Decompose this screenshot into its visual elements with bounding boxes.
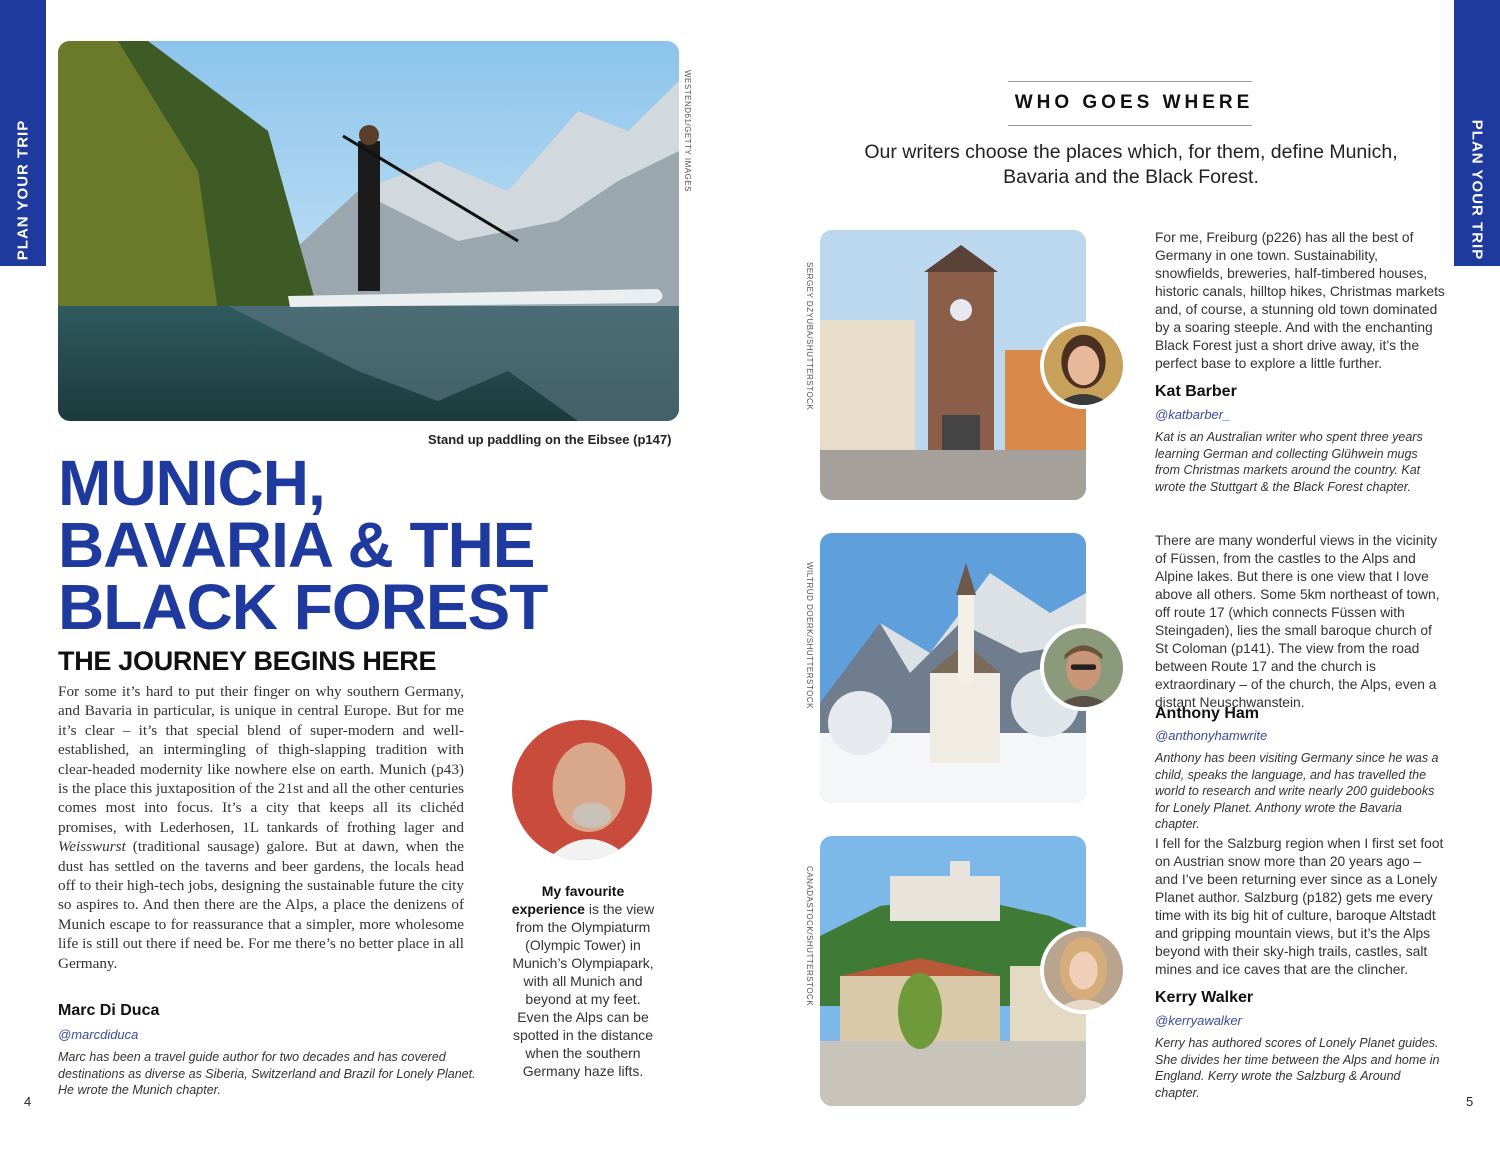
side-tab-label: PLAN YOUR TRIP [14,119,32,261]
writer-bio: Kerry has authored scores of Lonely Planet guides. She divides her time between the Alps and home in England. Kerry wrote the Salzburg & Around chapter. [1155,1036,1440,1100]
writer-text: For me, Freiburg (p226) has all the best of Germany in one town. Sustainability, snowfields, breweries, half-timbered houses, historic canals, hilltop hikes, Christmas markets and, of course, a stunning old town dominated by a soaring steeple. And with the enchanting Black Forest just a short drive away, it’s the perfect base to explore a little further. [1155,230,1445,371]
title-line: BLACK FOREST [58,571,548,643]
favourite-text: is the view from the Olympiaturm (Olympic Tower) in Munich’s Olympiapark, with all Munich and beyond at my feet. Even the Alps can be spotted in the distance when the southern Germany haze lifts. [512,901,655,1079]
photo-credit: SERGEY DZYUBA/SHUTTERSTOCK [805,262,814,411]
photo-credit: WILTRUD DOERK/SHUTTERSTOCK [805,562,814,709]
intro-body-text [58,682,464,973]
writer-text: I fell for the Salzburg region when I first set foot on Austrian snow more than 20 years ago – and I’ve been returning ever since as a Lonely Planet author. Salzburg (p182) gets me every time with its big hit of culture, baroque Altstadt and gripping mountain views, but it’s the Alps beyond with their sky-high trails, castles, salt mines and ice caves that are the clincher. [1155,836,1444,977]
hero-photo-eibsee [58,41,679,421]
side-tab-left [0,0,46,266]
photo-credit: CANADASTOCK/SHUTTERSTOCK [805,866,814,1007]
author-handle[interactable]: @marcdiduca [58,1027,139,1042]
writer-handle[interactable]: @kerryawalker [1155,1013,1242,1028]
body-text-part: (traditional sausage) galore. But at dawn, when the dust has settled on the taverns and beer gardens, the locals head off to their high-tech jobs, designing the sustainable future the city so aspires to. And then there are the Alps, a place the denizens of Munich escape to for reassurance that a simpler, more wholesome life is still out there if need be. For me there’s no better place in all Germany. [58,838,464,972]
writer-bio: Anthony has been visiting Germany since he was a child, speaks the language, and has travelled the world to research and write nearly 200 guidebooks for Lonely Planet. Anthony wrote the Bavaria chapter. [1155,751,1439,831]
author-portrait-marc [508,716,656,864]
writer-name: Kat Barber [1155,383,1237,400]
photo-credit: WESTEND61/GETTY IMAGES [683,70,692,192]
page-subtitle: THE JOURNEY BEGINS HERE [58,646,437,676]
writer-text: There are many wonderful views in the vicinity of Füssen, from the castles to the Alps and Alpine lakes. But there is one view that I love above all others. Some 5km northeast of town, off route 17 (which connects Füssen with Steingaden), lies the small baroque church of St Coloman (p141). The view from the road between Route 17 and the church is extraordinary – of the church, the Alps, even a distant Neuschwanstein. [1155,533,1440,710]
writer-name: Kerry Walker [1155,989,1254,1006]
title-line: BAVARIA & THE [58,509,535,581]
favourite-experience [510,882,656,1080]
photo-caption: Stand up paddling on the Eibsee (p147) [428,432,672,447]
section-intro: Our writers choose the places which, for them, define Munich, Bavaria and the Black Forest. [864,141,1398,188]
author-bio: Marc has been a travel guide author for two decades and has covered destinations as diverse as Siberia, Switzerland and Brazil for Lonely Planet. He wrote the Munich chapter. [58,1050,476,1097]
author-portrait-anthony [1040,624,1127,711]
body-text-italic: Weisswurst [58,838,126,856]
body-text-part: For some it’s hard to put their finger on why southern Germany, and Bavaria in particular, is unique in central Europe. But for me it’s clear – it’s that special blend of super-modern and well-established, an intermingling of thigh-slapping tradition with clear-headed modernity like nowhere else on earth. Munich (p43) is the place this juxtaposition of the 21st and all the other centuries comes most into focus. It’s a city that keeps all its clichéd promises, with Lederhosen, 1L tankards of frothing lager and [58,683,464,836]
author-name: Marc Di Duca [58,1002,160,1019]
page-title [58,447,548,643]
writer-name: Anthony Ham [1155,705,1259,722]
writer-bio: Kat is an Australian writer who spent three years learning German and collecting Glühwein mugs from Christmas markets around the country. Kat wrote the Stuttgart & the Black Forest chapter. [1155,430,1423,494]
favourite-label: My favourite experience [511,883,625,917]
section-heading: WHO GOES WHERE [1014,92,1254,113]
side-tab-label: PLAN YOUR TRIP [1468,119,1486,261]
author-portrait-kerry [1040,927,1127,1014]
heading-rule-bottom [1008,125,1252,126]
page-number-left: 4 [24,1094,32,1109]
heading-rule-top [1008,81,1252,82]
title-line: MUNICH, [58,447,325,519]
writer-handle[interactable]: @anthonyhamwrite [1155,728,1268,743]
page-number-right: 5 [1466,1094,1474,1109]
side-tab-right [1454,0,1500,266]
author-portrait-kat [1040,322,1127,409]
writer-handle[interactable]: @katbarber_ [1155,407,1231,422]
